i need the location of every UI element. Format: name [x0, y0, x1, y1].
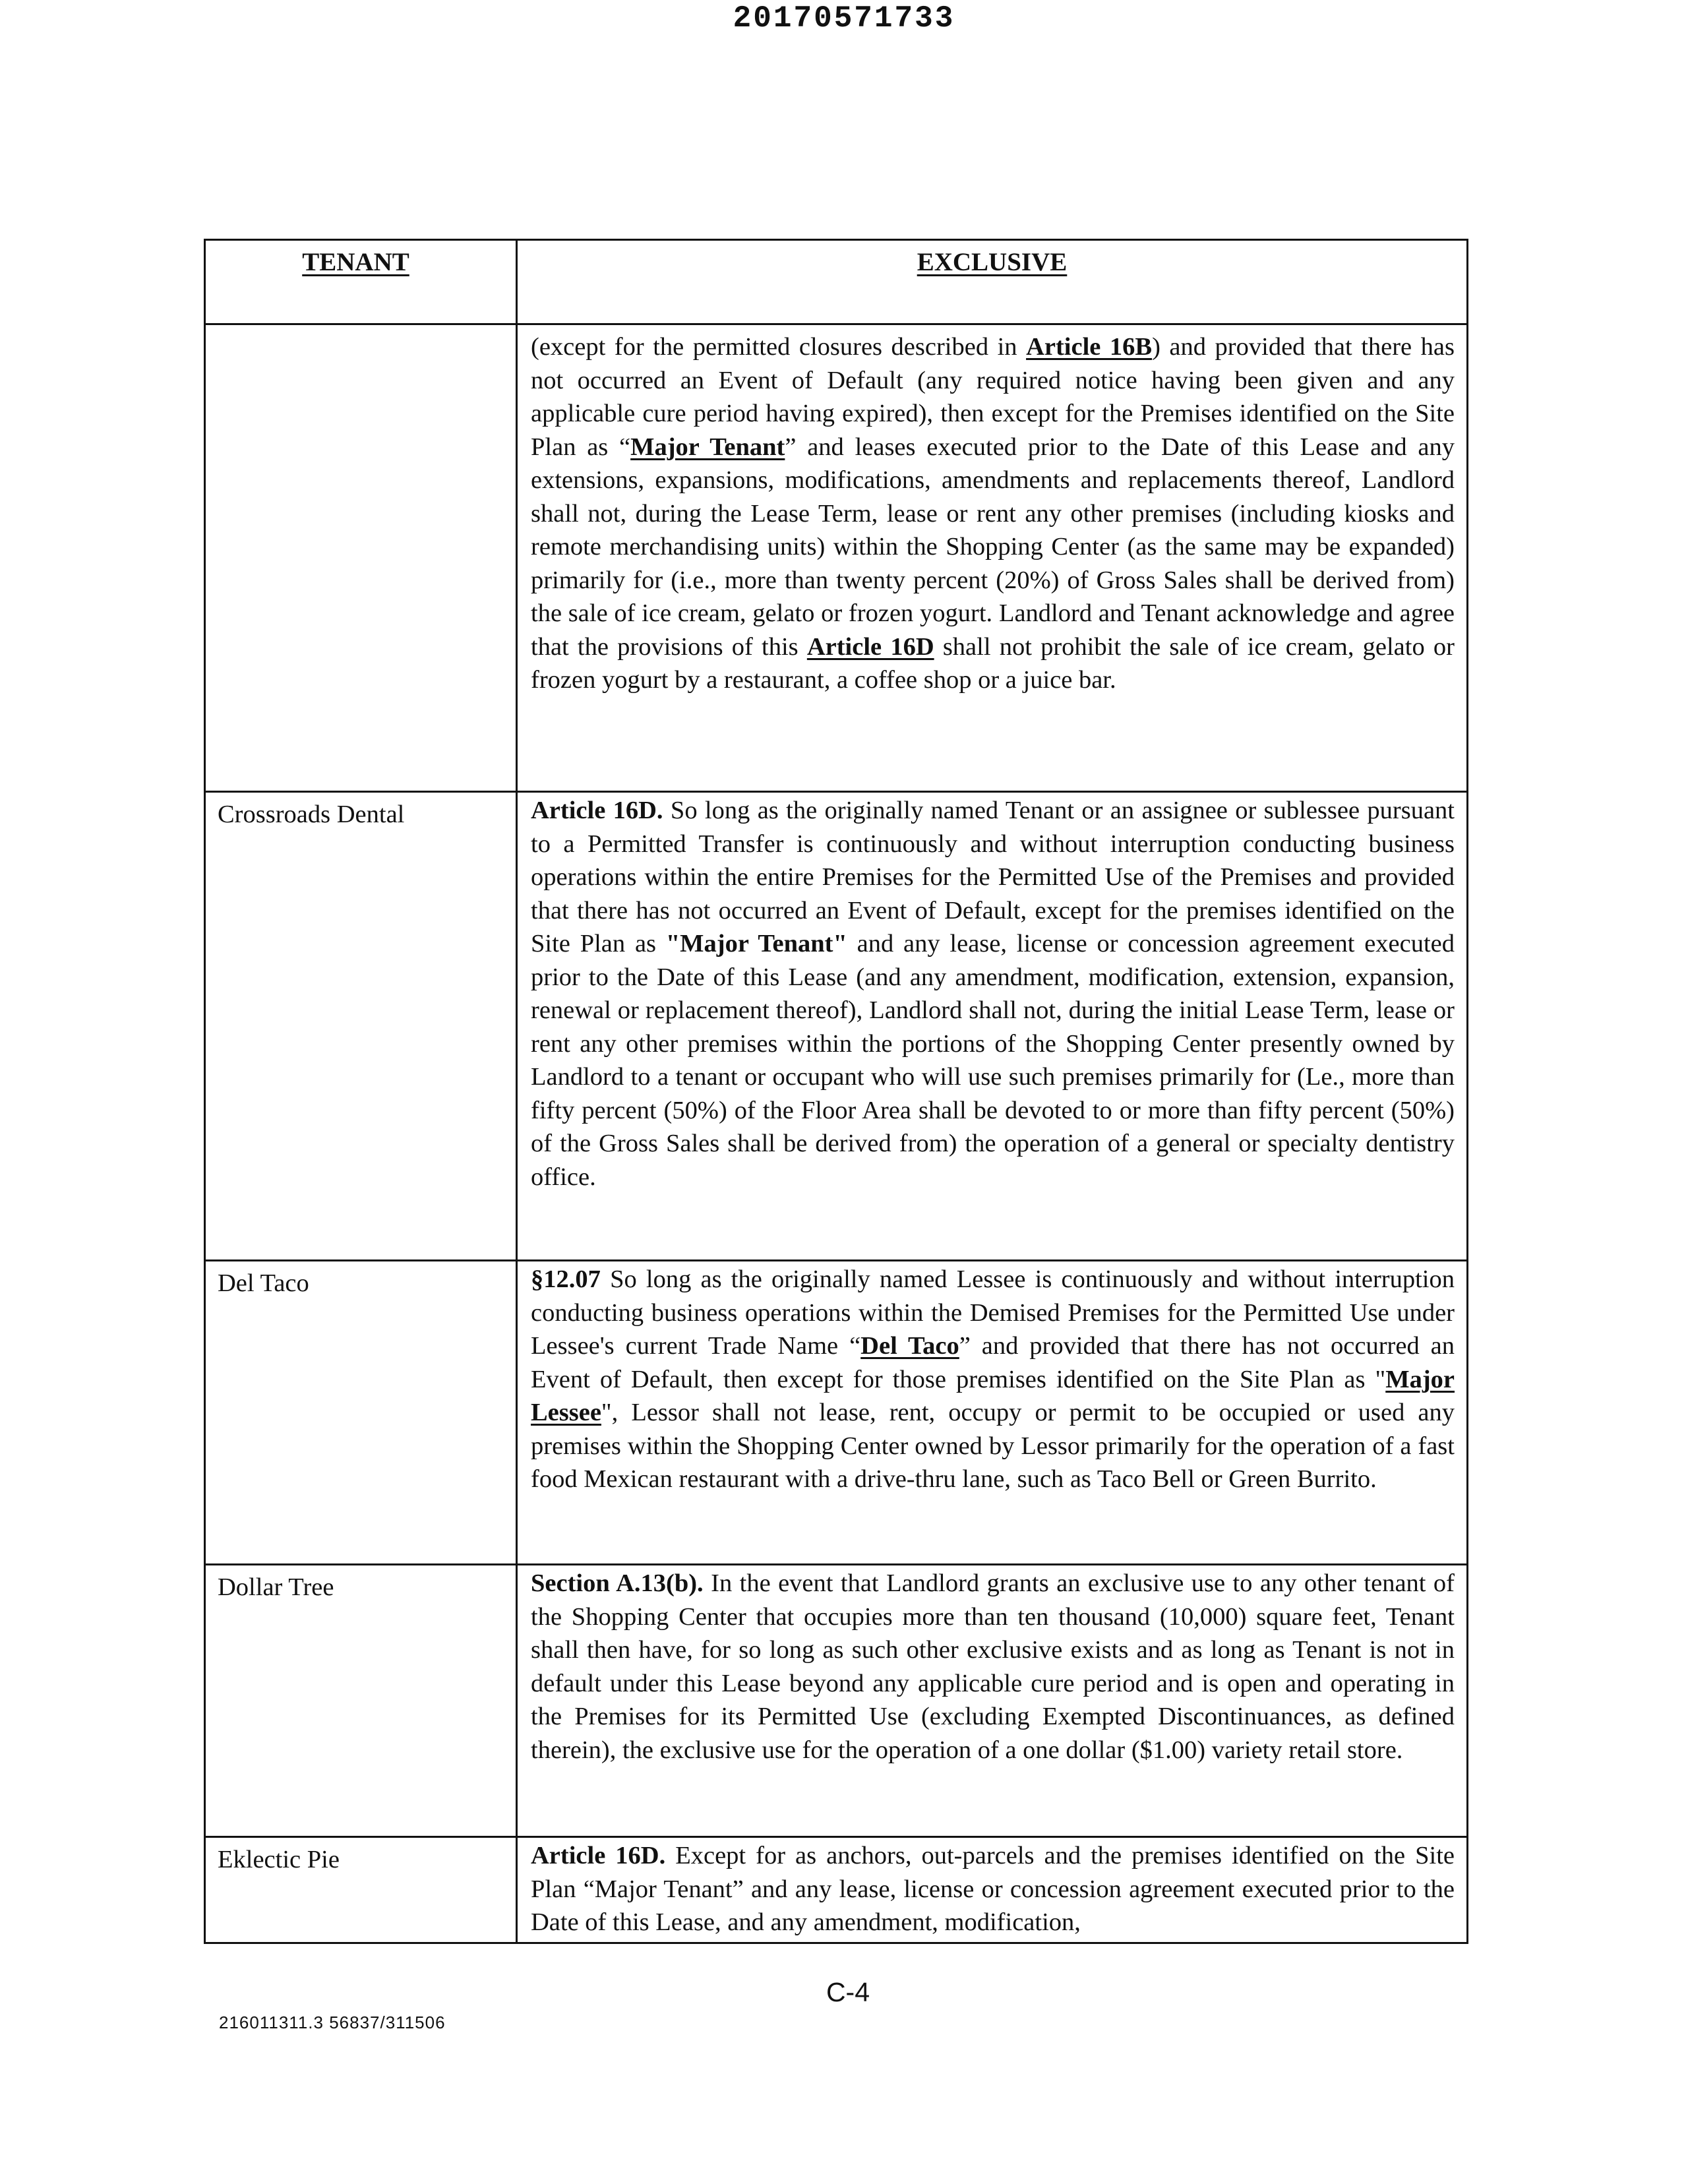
tenant-name-cell: Dollar Tree [205, 1565, 517, 1837]
article-reference: Article 16B [1026, 333, 1153, 361]
tenant-column-header: TENANT [205, 240, 517, 324]
trade-name: Del Taco [860, 1332, 959, 1360]
table-row [205, 1837, 1468, 1943]
section-reference: Article 16D. [531, 797, 663, 824]
tenant-name-cell: Crossroads Dental [205, 792, 517, 1261]
table-row [205, 792, 1468, 1261]
section-reference: Article 16D. [531, 1842, 666, 1869]
defined-term: Major Lessee [531, 1365, 1455, 1426]
exclusive-text-cell: §12.07 So long as the originally named Lessee is continuously and without interruption conducting business operations within the Demised Premises for the Permitted Use under Lessee's current Trade Name “Del Taco” and provided that there has not occurred an Event of Default, then except for those premises identified on the Site Plan as "Major Lessee", Lessor shall not lease, rent, occupy or permit to be occupied or used any premises within the Shopping Center owned by Lessor primarily for the operation of a fast food Mexican restaurant with a drive-thru lane, such as Taco Bell or Green Burrito. [517, 1261, 1468, 1565]
document-id: 216011311.3 56837/311506 [219, 2013, 446, 2032]
defined-term: Major Tenant [630, 433, 785, 461]
exclusive-text-cell: (except for the permitted closures described in Article 16B) and provided that there has not occurred an Event of Default (any required notice having been given and any applicable cure period having expired), then except for the Premises identified on the Site Plan as “Major Tenant” and leases executed prior to the Date of this Lease and any extensions, expansions, modifications, amendments and replacements thereof, Landlord shall not, during the Lease Term, lease or rent any other premises (including kiosks and remote merchandising units) within the Shopping Center (as the same may be expanded) primarily for (i.e., more than twenty percent (20%) of Gross Sales shall be derived from) the sale of ice cream, gelato or frozen yogurt. Landlord and Tenant acknowledge and agree that the provisions of this Article 16D shall not prohibit the sale of ice cream, gelato or frozen yogurt by a restaurant, a coffee shop or a juice bar. [517, 324, 1468, 792]
page-number: C-4 [826, 1977, 870, 2007]
section-reference: Section A.13(b). [531, 1569, 704, 1597]
exclusives-table [204, 239, 1468, 1944]
tenant-name-cell: Del Taco [205, 1261, 517, 1565]
table-row [205, 1565, 1468, 1837]
section-reference: §12.07 [531, 1265, 601, 1293]
defined-term: "Major Tenant" [665, 930, 847, 957]
table-row [205, 324, 1468, 792]
exclusive-text-cell: Section A.13(b). In the event that Landlord grants an exclusive use to any other tenant of the Shopping Center that occupies more than ten thousand (10,000) square feet, Tenant shall then have, for so long as such other exclusive exists and as long as Tenant is not in default under this Lease beyond any applicable cure period and is open and operating in the Premises for its Permitted Use (excluding Exempted Discontinuances, as defined therein), the exclusive use for the operation of a one dollar ($1.00) variety retail store. [517, 1565, 1468, 1837]
article-reference: Article 16D [806, 632, 934, 661]
tenant-name-cell: Eklectic Pie [205, 1837, 517, 1943]
table-header-row [205, 240, 1468, 324]
exclusive-text-cell: Article 16D. So long as the originally named Tenant or an assignee or sublessee pursuant to a Permitted Transfer is continuously and without interruption conducting business operations within the entire Premises for the Permitted Use of the Premises and provided that there has not occurred an Event of Default, except for the premises identified on the Site Plan as "Major Tenant" and any lease, license or concession agreement executed prior to the Date of this Lease (and any amendment, modification, extension, expansion, renewal or replacement thereof), Landlord shall not, during the initial Lease Term, lease or rent any other premises within the portions of the Shopping Center presently owned by Landlord to a tenant or occupant who will use such premises primarily for (Le., more than fifty percent (50%) of the Floor Area shall be devoted to or more than fifty percent (50%) of the Gross Sales shall be derived from) the operation of a general or specialty dentistry office. [517, 792, 1468, 1261]
exclusive-text-cell: Article 16D. Except for as anchors, out-parcels and the premises identified on the Site Plan “Major Tenant” and any lease, license or concession agreement executed prior to the Date of this Lease, and any amendment, modification, [517, 1837, 1468, 1943]
table-row [205, 1261, 1468, 1565]
tenant-name-cell [205, 324, 517, 792]
document-number: 20170571733 [733, 1, 955, 36]
exclusive-column-header: EXCLUSIVE [517, 240, 1468, 324]
